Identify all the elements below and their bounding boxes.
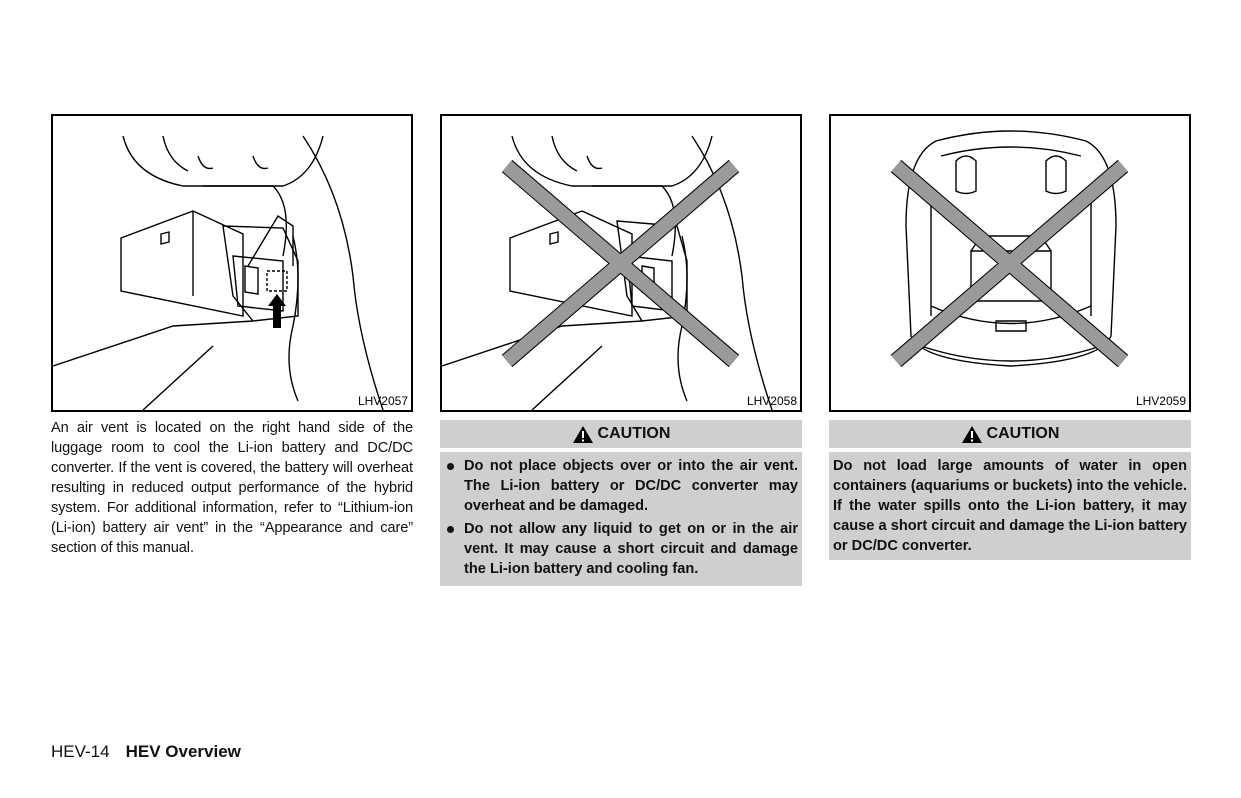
bullet-icon [447, 526, 454, 533]
prohibition-cross [507, 166, 734, 361]
figure-water-prohibited [829, 114, 1191, 412]
warning-triangle-icon [572, 425, 594, 444]
vehicle-top-view-crossed-illustration [831, 116, 1189, 410]
luggage-room-crossed-illustration [442, 116, 800, 410]
figure-code: LHV2058 [746, 394, 797, 408]
caution-item-text: Do not allow any liquid to get on or in the air vent. It may cause a short circuit and damage the Li-ion battery and cooling fan. [464, 521, 798, 577]
caution-label: CAUTION [597, 425, 671, 442]
warning-triangle-icon [961, 425, 983, 444]
page-number: HEV-14 [51, 742, 110, 761]
luggage-room-illustration [53, 116, 411, 410]
caution-item-text: Do not place objects over or into the air vent. The Li-ion battery or DC/DC converter may overheat and be damaged. [464, 458, 798, 514]
column-left [51, 114, 413, 558]
column-right [829, 114, 1191, 560]
column-middle [440, 114, 802, 586]
figure-vent-prohibited [440, 114, 802, 412]
caution-text: Do not load large amounts of water in open containers (aquariums or buckets) into the vehicle. If the water spills onto the Li-ion battery, it may cause a short circuit and damage the Li-ion battery or DC/DC converter. [833, 458, 1187, 554]
figure-air-vent [51, 114, 413, 412]
caution-heading [829, 420, 1191, 448]
page-footer [51, 742, 241, 762]
figure-code: LHV2057 [357, 394, 408, 408]
caution-label: CAUTION [986, 425, 1060, 442]
caution-box [440, 452, 802, 586]
prohibition-cross [896, 166, 1123, 361]
figure-code: LHV2059 [1135, 394, 1186, 408]
caution-item [444, 456, 798, 516]
caution-box [829, 452, 1191, 560]
bullet-icon [447, 463, 454, 470]
section-title: HEV Overview [125, 742, 241, 761]
caution-item [444, 519, 798, 579]
intro-paragraph: An air vent is located on the right hand side of the luggage room to cool the Li-ion battery and DC/DC converter. If the vent is covered, the battery will overheat resulting in reduced output performance of the hybrid system. For additional information, refer to “Lithium-ion (Li-ion) battery air vent” in the “Appearance and care” section of this manual. [51, 420, 413, 556]
caution-heading [440, 420, 802, 448]
